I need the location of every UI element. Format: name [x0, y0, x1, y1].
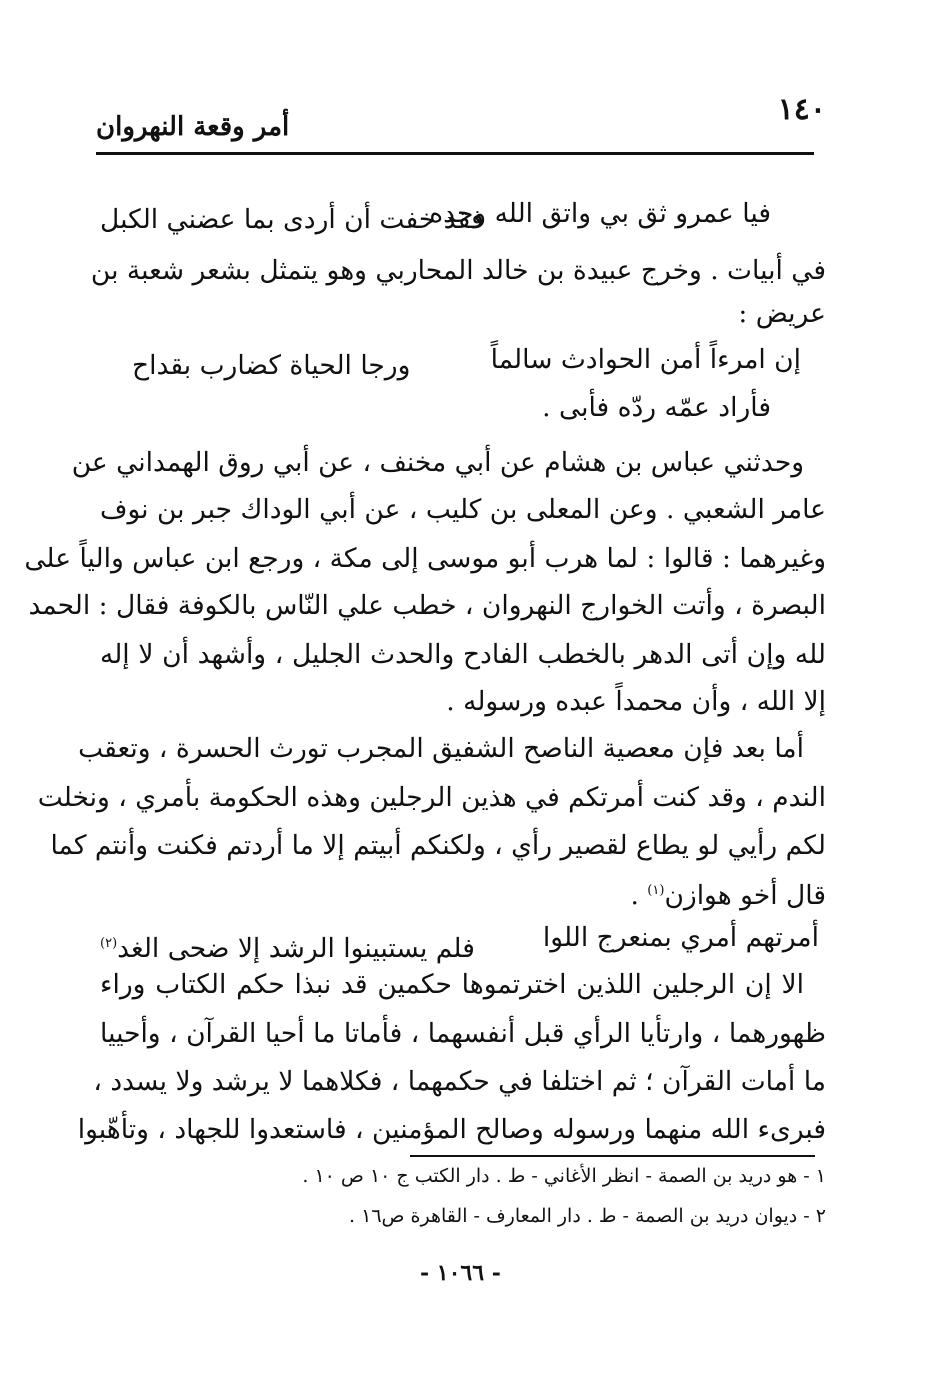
verse-hemistich: إن امرءاً أمن الحوادث سالماً: [490, 344, 801, 375]
text-line: [630, 873, 826, 913]
text-line: لكم رأيي لو يطاع لقصير رأي ، ولكنكم أبيتم إلا ما أردتم فكنت وأنتم كما: [50, 830, 826, 861]
verse-hemistich: فيا عمرو ثق بي واتق الله وحده: [429, 198, 771, 229]
verse-hemistich: أمرتهم أمري بمنعرج اللوا: [542, 922, 819, 953]
text-line: إلا الله ، وأن محمداً عبده ورسوله .: [446, 686, 826, 717]
text-line: الا إن الرجلين اللذين اخترتموها حكمين قد نبذا حكم الكتاب وراء: [100, 969, 804, 1000]
text-line: وغيرهما : قالوا : لما هرب أبو موسى إلى مكة ، ورجع ابن عباس والياً على: [24, 543, 826, 574]
header-rule: [96, 152, 814, 155]
text-line: فبرىء الله منهما ورسوله وصالح المؤمنين ، فاستعدوا للجهاد ، وتأهّبوا: [77, 1114, 826, 1145]
text-line: ظهورهما ، وارتأيا الرأي قبل أنفسهما ، فأماتا ما أحيا القرآن ، وأحييا: [100, 1018, 826, 1049]
text-line: عامر الشعبي . وعن المعلى بن كليب ، عن أبي الوداك جبر بن نوف: [100, 494, 826, 525]
verse-hemistich: فقد خفت أن أردى بما عضني الكبل: [100, 204, 484, 235]
text-line: لله وإن أتى الدهر بالخطب الفادح والحدث الجليل ، وأشهد أن لا إله: [100, 639, 826, 670]
footnote: ١ - هو دريد بن الصمة - انظر الأغاني - ط . دار الكتب ج ١٠ ص ١٠ .: [302, 1165, 826, 1187]
text-line: فأراد عمّه ردّه فأبى .: [542, 392, 771, 423]
text-run: فلم يستبينوا الرشد إلا ضحى الغد: [117, 932, 475, 964]
text-line: أما بعد فإن معصية الناصح الشفيق المجرب تورث الحسرة ، وتعقب: [78, 733, 804, 764]
text-run: .: [630, 879, 648, 911]
footnote-marker: (١): [647, 883, 665, 898]
folio-number: - ١٠٦٦ -: [420, 1260, 501, 1286]
running-title: أمر وقعة النهروان: [96, 112, 290, 142]
text-line: في أبيات . وخرج عبيدة بن خالد المحاربي وهو يتمثل بشعر شعبة بن: [90, 255, 826, 286]
footnote-marker: (٢): [100, 936, 118, 951]
page-number: ١٤٠: [777, 92, 826, 127]
text-line: البصرة ، وأتت الخوارج النهروان ، خطب علي النّاس بالكوفة فقال : الحمد: [28, 590, 826, 621]
text-line: وحدثني عباس بن هشام عن أبي مخنف ، عن أبي روق الهمداني عن: [71, 447, 804, 478]
text-line: ما أمات القرآن ؛ ثم اختلفا في حكمهما ، فكلاهما لا يرشد ولا يسدد ،: [93, 1066, 826, 1097]
text-line: الندم ، وقد كنت أمرتكم في هذين الرجلين وهذه الحكومة بأمري ، ونخلت: [37, 782, 826, 813]
verse-hemistich: ورجا الحياة كضارب بقداح: [132, 350, 411, 381]
footnote-rule: [410, 1155, 815, 1157]
text-line: عريض :: [738, 298, 826, 329]
text-run: قال أخو هوازن: [664, 879, 826, 911]
verse-hemistich: [100, 926, 475, 966]
footnote: ٢ - ديوان دريد بن الصمة - ط . دار المعارف - القاهرة ص١٦ .: [349, 1205, 826, 1227]
